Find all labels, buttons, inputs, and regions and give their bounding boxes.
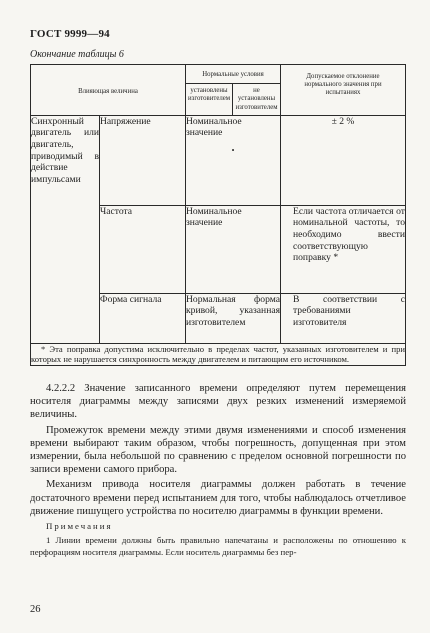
table-row — [31, 115, 406, 205]
normal-value-cell — [186, 115, 281, 205]
note-item: 1 Линии времени должны быть правильно напечатаны и расположены по отношению к перфорациям носителя диаграммы. Если носитель диаграммы без пер- — [30, 535, 406, 557]
header-influence: Влияющая величина — [31, 65, 186, 116]
param-cell: Частота — [100, 205, 186, 293]
spec-table — [30, 64, 406, 366]
param-cell: Форма сигнала — [100, 293, 186, 343]
normal-value-cell: Номинальное значение — [186, 205, 281, 293]
established-value: Номинальное значение — [186, 115, 242, 139]
body-text — [30, 382, 406, 560]
document-header: ГОСТ 9999—94 — [30, 28, 110, 40]
table-caption: Окончание таблицы 6 — [30, 49, 124, 60]
normal-value-cell: Нормальная форма кривой, указанная изготовителем — [186, 293, 281, 343]
notes-heading: Примечания — [46, 521, 113, 532]
table-header-row — [31, 65, 406, 84]
header-normal-conditions: Нормальные условия — [186, 65, 281, 84]
deviation-cell: ± 2 % — [281, 115, 406, 205]
paragraph: 4.2.2.2 Значение записанного времени определяют путем перемещения носителя диаграммы между записями двух резких изменений измеряемой величины. — [30, 383, 406, 421]
paragraph: Механизм привода носителя диаграммы должен работать в течение достаточного времени перед испытанием для того, чтобы наблюдалось отчетливое движение пишущего устройства по носителю диаграммы в функции времени. — [30, 479, 406, 517]
bullet-mark: • — [231, 146, 235, 155]
subheader-not-established: не установлены изготовителем — [233, 84, 281, 116]
subheader-established: установлены изготовителем — [186, 84, 233, 116]
header-deviation: Допускаемое отклонение нормального значения при испытаниях — [281, 65, 406, 116]
deviation-cell: Если частота отличается от номинальной частоты, то необходимо ввести соответствующую поправку * — [281, 205, 406, 293]
param-cell: Напряжение — [100, 115, 186, 205]
table-footnote: * Эта поправка допустима исключительно в пределах частот, указанных изготовителем и при которых не нарушается синхронность между двигателем и питающим его источником. — [31, 343, 405, 365]
deviation-cell: В соответствии с требованиями изготовителя — [281, 293, 406, 343]
influence-cell: Синхронный двигатель или двигатель, приводимый в действие импульсами — [31, 115, 100, 343]
table-footnote-row — [31, 343, 406, 365]
paragraph: Промежуток времени между этими двумя изменениями и способ изменения времени выбирают таким образом, чтобы погрешность, допущенная при этом измерении, была небольшой по сравнению с пределом основной погрешности по записи времени самого прибора. — [30, 424, 406, 476]
page-number: 26 — [30, 604, 41, 615]
